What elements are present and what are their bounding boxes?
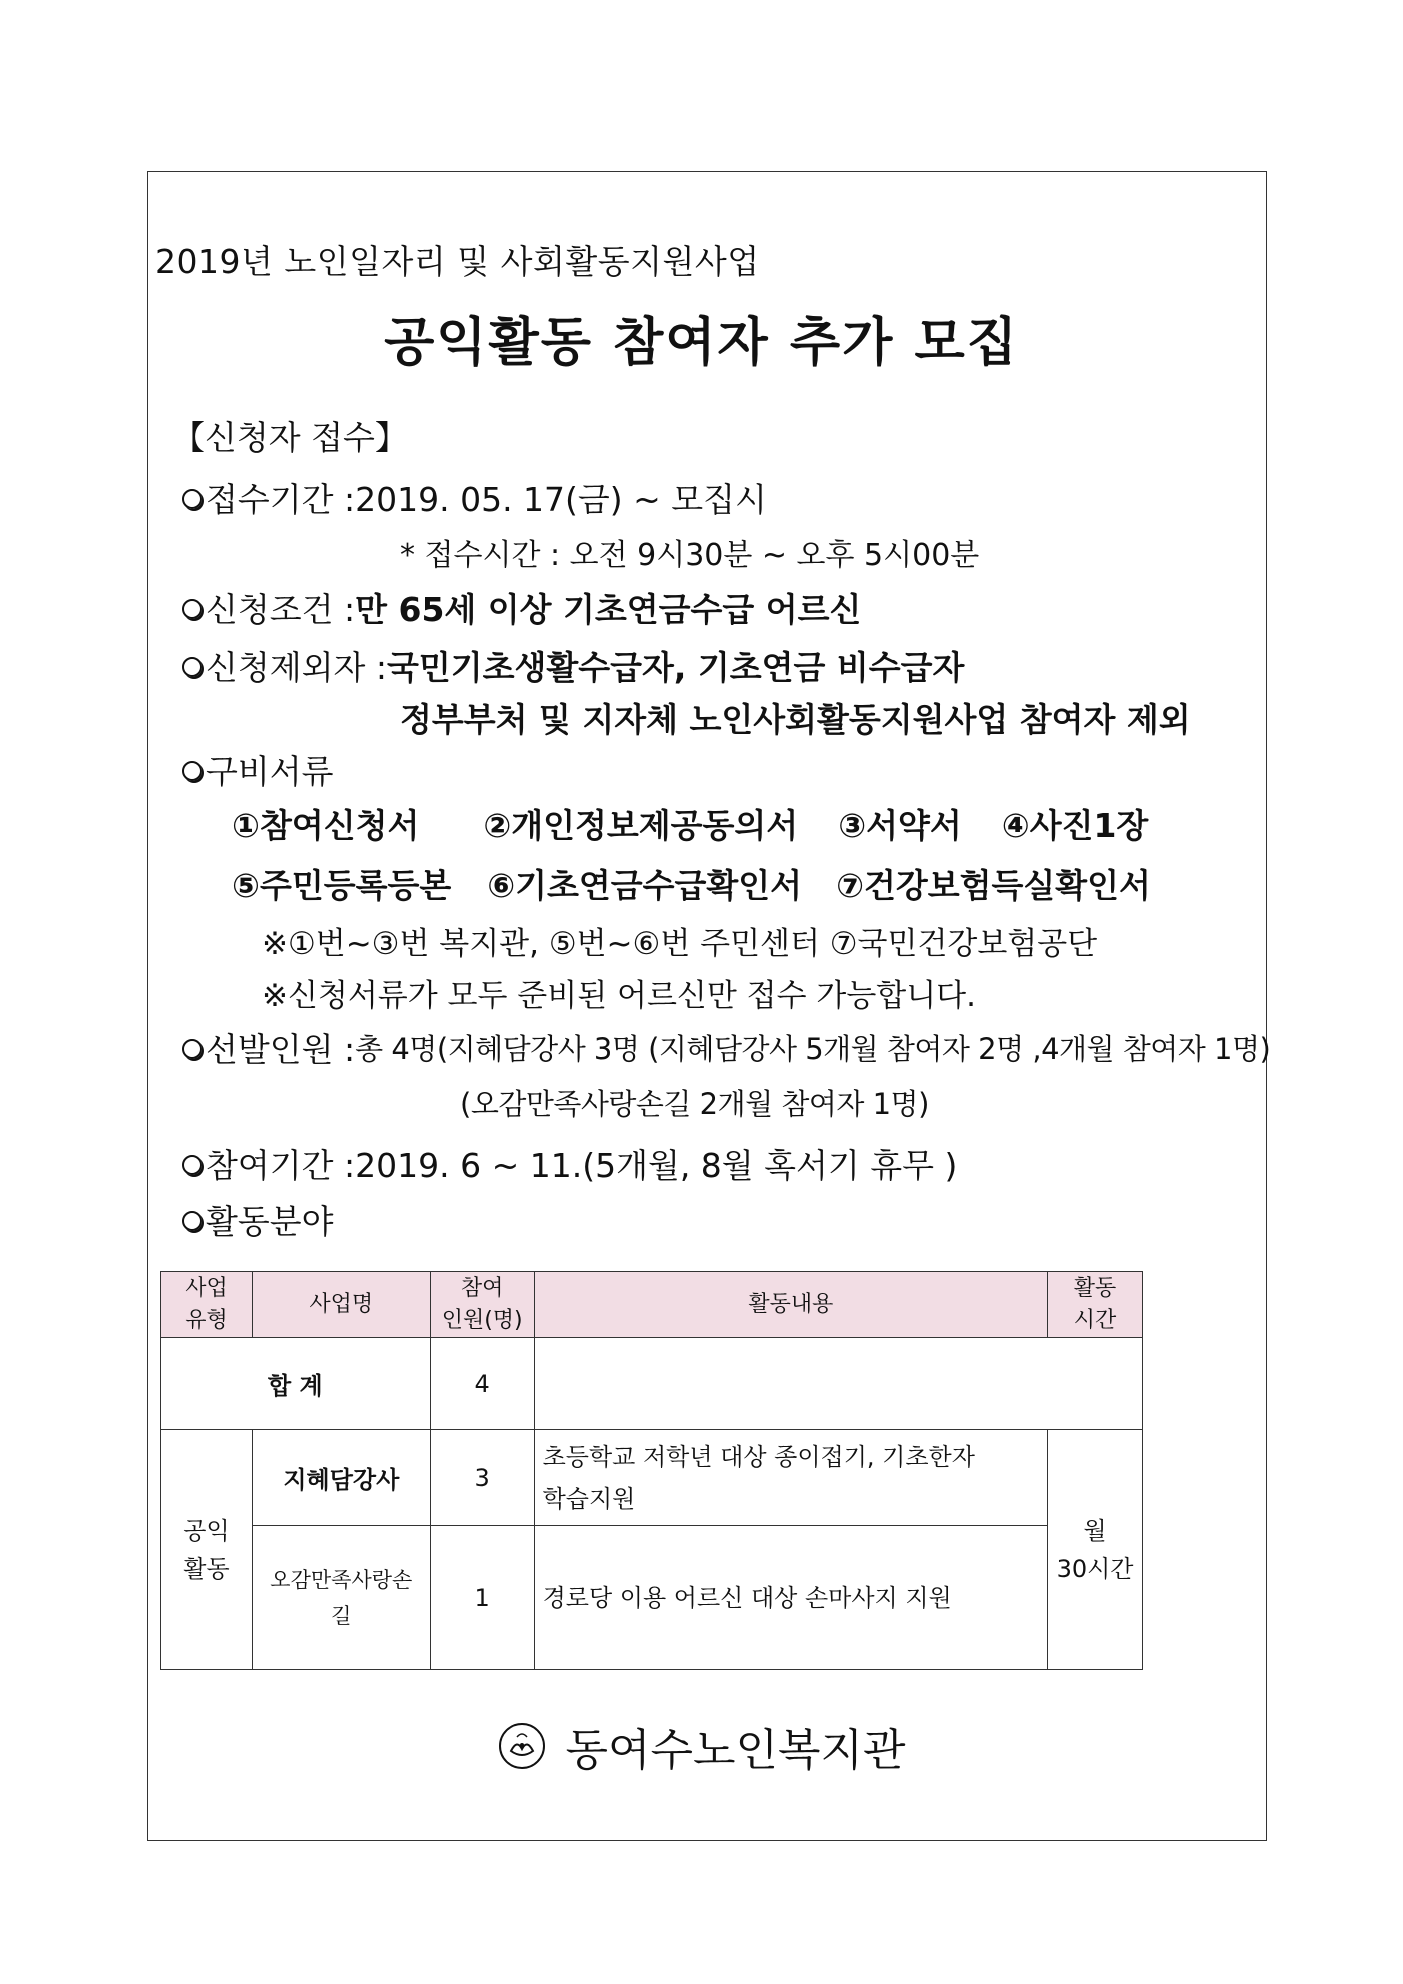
header-count: 참여 인원(명) xyxy=(430,1272,534,1338)
organization-logo-icon xyxy=(497,1721,547,1771)
row-count: 3 xyxy=(430,1430,534,1526)
bullet-icon xyxy=(182,761,202,781)
document-item: ④사진1장 xyxy=(1001,806,1149,845)
row-count: 1 xyxy=(430,1526,534,1670)
documents-note2: ※신청서류가 모두 준비된 어르신만 접수 가능합니다. xyxy=(262,978,976,1014)
document-item: ⑤주민등록등본 xyxy=(232,866,452,905)
documents-label: 구비서류 xyxy=(206,752,334,791)
bullet-icon xyxy=(182,1039,202,1059)
exclusion-row xyxy=(182,642,964,689)
page-title: 공익활동 참여자 추가 모집 xyxy=(384,313,1019,373)
table-row xyxy=(161,1526,1143,1670)
bullet-icon xyxy=(182,489,202,509)
document-item: ⑦건강보험득실확인서 xyxy=(836,866,1151,905)
total-count: 4 xyxy=(430,1338,534,1430)
row-name: 지혜담강사 xyxy=(252,1430,430,1526)
row-time: 월 30시간 xyxy=(1048,1430,1143,1670)
reception-row xyxy=(182,474,767,521)
condition-row xyxy=(182,584,861,631)
row-name: 오감만족사랑손 길 xyxy=(252,1526,430,1670)
exclusion-label: 신청제외자 : xyxy=(206,648,387,687)
organization-name: 동여수노인복지관 xyxy=(565,1725,906,1776)
field-row xyxy=(182,1196,334,1243)
reception-value: 2019. 05. 17(금) ~ 모집시 xyxy=(355,480,767,519)
row-content: 초등학교 저학년 대상 종이접기, 기초한자 학습지원 xyxy=(534,1430,1047,1526)
period-row xyxy=(182,1140,957,1187)
selection-label: 선발인원 : xyxy=(206,1030,356,1069)
row-content: 경로당 이용 어르신 대상 손마사지 지원 xyxy=(534,1526,1047,1670)
table-total-row xyxy=(161,1338,1143,1430)
documents-row xyxy=(182,746,334,793)
period-value: 2019. 6 ~ 11.(5개월, 8월 혹서기 휴무 ) xyxy=(355,1146,958,1185)
row-type: 공익 활동 xyxy=(161,1430,253,1670)
header-time: 활동 시간 xyxy=(1048,1272,1143,1338)
table-row xyxy=(161,1430,1143,1526)
document-item: ⑥기초연금수급확인서 xyxy=(487,866,803,905)
document-item: ①참여신청서 xyxy=(232,806,420,845)
total-empty-cell xyxy=(534,1338,1142,1430)
field-label: 활동분야 xyxy=(206,1202,334,1241)
reception-label: 접수기간 : xyxy=(206,480,356,519)
header-content: 활동내용 xyxy=(534,1272,1047,1338)
condition-value: 만 65세 이상 기초연금수급 어르신 xyxy=(355,590,862,629)
exclusion-line1: 국민기초생활수급자, 기초연금 비수급자 xyxy=(387,648,965,687)
header-type: 사업 유형 xyxy=(161,1272,253,1338)
reception-time-note: * 접수시간 : 오전 9시30분 ~ 오후 5시00분 xyxy=(400,538,980,573)
selection-line2: (오감만족사랑손길 2개월 참여자 1명) xyxy=(460,1087,929,1121)
selection-line1: 총 4명(지혜담강사 3명 (지혜담강사 5개월 참여자 2명 ,4개월 참여자 1명) xyxy=(355,1032,1271,1066)
bullet-icon xyxy=(182,657,202,677)
documents-row2 xyxy=(232,860,1151,907)
selection-row xyxy=(182,1024,1270,1071)
bullet-icon xyxy=(182,1155,202,1175)
exclusion-line2: 정부부처 및 지자체 노인사회활동지원사업 참여자 제외 xyxy=(400,700,1191,739)
section-title: 【신청자 접수】 xyxy=(172,418,408,457)
document-item: ②개인정보제공동의서 xyxy=(483,806,799,845)
activity-table xyxy=(160,1271,1143,1670)
documents-note1: ※①번~③번 복지관, ⑤번~⑥번 주민센터 ⑦국민건강보험공단 xyxy=(262,926,1098,962)
condition-label: 신청조건 : xyxy=(206,590,356,629)
total-label: 합 계 xyxy=(161,1338,431,1430)
subtitle: 2019년 노인일자리 및 사회활동지원사업 xyxy=(155,242,760,281)
document-item: ③서약서 xyxy=(838,806,962,845)
period-label: 참여기간 : xyxy=(206,1146,356,1185)
footer xyxy=(0,1714,1403,1778)
bullet-icon xyxy=(182,1211,202,1231)
header-name: 사업명 xyxy=(252,1272,430,1338)
documents-row1 xyxy=(232,800,1148,847)
bullet-icon xyxy=(182,599,202,619)
table-header-row xyxy=(161,1272,1143,1338)
